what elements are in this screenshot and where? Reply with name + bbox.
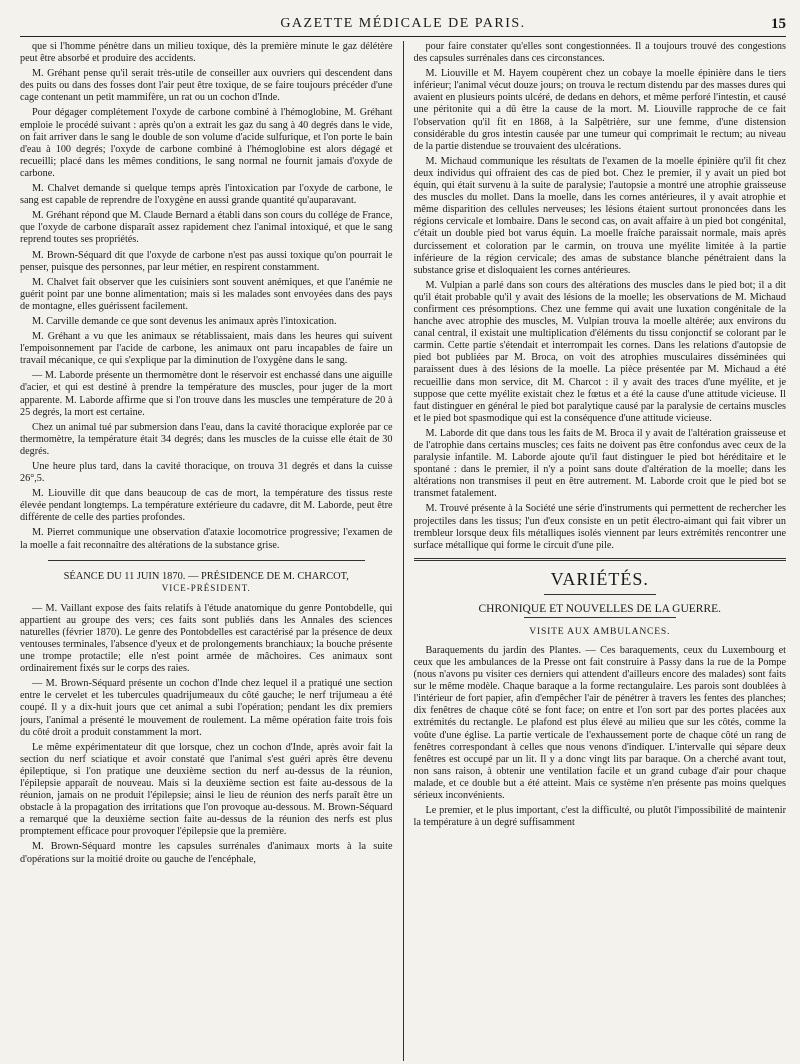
paragraph: pour faire constater qu'elles sont congestionnées. Il a toujours trouvé des congestions des capsules surrénales dans ces circonstances. [413,41,786,65]
section-separator [48,560,365,561]
paragraph: — M. Brown-Séquard présente un cochon d'Inde chez lequel il a pratiqué une section entre le cervelet et les tubercules quadrijumeaux du côté gauche; le nerf trijumeau a été coupé. Il y a dix-huit jours que cet animal a subi l'opération; pendant les dix premiers jours, l'animal a présenté le mouvement de roulement. La même opération faite trois fois du côté droit a produit constamment la mort. [20,678,393,738]
column-rule [403,41,404,1061]
paragraph: Pour dégager complétement l'oxyde de carbone combiné à l'hémoglobine, M. Gréhant emploie le procédé suivant : après qu'on a extrait les gaz du sang à 40 degrés dans le vide, on fait arriver dans le sang le double de son volume d'acide sulfurique, et l'on porte le bain d'eau à 100 degrés; l'oxyde de carbone combiné à l'hémoglobine est alors dégagé et recueilli; placé dans les mêmes conditions, le sang normal ne fournit jamais d'oxyde de carbone. [20,107,393,179]
right-column [414,41,787,1061]
paragraph: M. Laborde dit que dans tous les faits de M. Broca il y avait de l'altération graisseuse et de l'atrophie dans certains muscles; ces faits ne doivent pas être confondus avec ceux de la paralysie infantile. M. Laborde ajoute qu'il faut distinguer le pied bot héréditaire et le spontané : dans le premier, il n'y a point sans doute d'altération de la moelle; dans les altérations non transmises il peut en être autrement. M. Laborde croit que le pied bot se transmet fatalement. [413,427,786,500]
paragraph: Le premier, et le plus important, c'est la difficulté, ou plutôt l'impossibilité de maintenir la température à un degré suffisamment [413,805,786,829]
paragraph: Baraquements du jardin des Plantes. — Ces baraquements, ceux du Luxembourg et ceux que les ambulances de la Presse ont fait construire à Passy dans la rue de la Pompe (nous n'avons pu visiter ces derniers qui attendent d'ailleurs encore des malades) sont faits sur le même modèle. Chaque baraque a la forme rectangulaire. Les parois sont doublées à l'intérieur de fort papier, afin d'empêcher l'air de pénétrer à travers les fentes des planches; dix fenêtres de chaque côté se font face; on entre et l'on sort par des portes placées aux extrémités du rectangle. Le plafond est plus élevé au milieu que sur les côtés, comme la voûte d'une église. La partie verticale de l'exhaussement porte de chaque côté un rang de fenêtres correspondant à celles que nous venons d'indiquer. L'intervalle qui sépare deux fenêtres est occupé par un lit. Il y a donc vingt lits par baraque. On a cherché avant tout, non sans raison, à obtenir une ventilation facile et un grand cubage d'air pour chaque malade, et ce double but a été atteint. Mais ce système n'en présente pas moins quelques sérieux inconvénients. [413,644,786,801]
paragraph: M. Liouville et M. Hayem coupèrent chez un cobaye la moelle épinière dans le tiers inférieur; l'animal vécut douze jours; on trouva le rectum distendu par des masses dures qui avaient en plusieurs points ulcéré, de dedans en dehors, et même perforé l'intestin, et causé une péritonite qui a dû être la cause de la mort. M. Liouville rapproche de ce fait l'observation qu'il fit en 1868, à la Salpêtrière, sur une femme, d'une distension considérable du gros intestin causée par une tumeur qui comprimait le rectum; au niveau de la partie distendue se trouvaient des ulcérations. [413,68,786,152]
paragraph: M. Brown-Séquard montre les capsules surrénales d'animaux morts à la suite d'opérations sur la moitié droite ou gauche de l'encéphale, [20,841,393,865]
chronique-heading: CHRONIQUE ET NOUVELLES DE LA GUERRE. [478,602,722,615]
paragraph: M. Michaud communique les résultats de l'examen de la moelle épinière qu'il fit chez deux individus qui offraient des cas de pied bot. Chez le premier, il y avait un pied bot équin, qui était survenu à la suite de paralysie; l'autopsie a montré une atrophie graisseuse des muscles du mollet. Dans la moelle, dans les cornes antérieures, il y avait atrophie et même disparition des cellules nerveuses; les lésions étaient surtout prononcées dans les régions cervicale et lombaire. Dans le second cas, on avait affaire à un pied bot congénital, c'était un double pied bot varus équin. La moelle fraîche paraissait normale, mais après durcissement et coloration par le carmin, on trouva une myélite limitée à la partie inférieure de la région cervicale; des amas de substance blanche pénétraient dans la substance grise et disloquaient les cornes antérieures. [413,155,786,276]
paragraph: M. Chalvet fait observer que les cuisiniers sont souvent anémiques, et que l'anémie ne guérit point par une bonne alimentation; mais si les malades sont envoyées dans des pays de montagne, elles guérissent facilement. [20,276,393,312]
paragraph: M. Pierret communique une observation d'ataxie locomotrice progressive; l'examen de la moelle a fait reconnaître des altérations de la substance grise. [20,527,393,551]
left-column-text-part1 [20,41,393,552]
varietes-heading: VARIÉTÉS. [550,568,649,589]
paragraph: M. Gréhant a vu que les animaux se rétablissaient, mais dans les heures qui suivent l'empoisonnement par l'acide de carbone, les animaux ont paru incapables de faire un travail mécanique, ce qui s'explique par la diminution de l'oxygène dans le sang. [20,331,393,367]
page-header [20,12,786,37]
paragraph: M. Chalvet demande si quelque temps après l'intoxication par l'oxyde de carbone, le sang est capable de reprendre de l'oxygène en aussi grande quantité qu'auparavant. [20,183,393,207]
paragraph: M. Gréhant pense qu'il serait très-utile de conseiller aux ouvriers qui descendent dans des puits ou dans des fosses dont l'air peut être toxique, de se faire toujours précéder d'une cage contenant un petit mammifère, un rat ou un cochon d'Inde. [20,68,393,104]
seance-title: SÉANCE DU 11 JUIN 1870. — PRÉSIDENCE DE M. CHARCOT, [63,570,349,582]
visite-heading: VISITE AUX AMBULANCES. [529,625,671,637]
left-column-text-part2 [20,603,393,866]
paragraph: — M. Laborde présente un thermomètre dont le réservoir est enchassé dans une aiguille d'acier, et qui est destiné à prendre la température des muscles, pour juger de la mort apparente. M. Laborde affirme que si l'on trouve dans les muscles une température de 20 à 25 degrés, la mort est certaine. [20,370,393,418]
page-number: 15 [771,15,786,32]
chronique-rule [524,617,677,618]
right-column-text [414,41,787,552]
seance-subtitle: VICE-PRÉSIDENT. [161,582,251,593]
paragraph: Le même expérimentateur dit que lorsque, chez un cochon d'Inde, après avoir fait la section du nerf sciatique et avoir constaté que l'animal s'est guéri après être devenu épileptique, si l'on pratique une deuxième section du nerf au-dessus de la réunion, l'épilepsie apparaît de nouveau. Mais si la deuxième section est faite au-dessous de la réunion, jamais on ne produit l'épilepsie; ainsi le lieu de réunion des nerfs paraît être un obstacle à la propagation des irritations que l'on provoque au-dessous. M. Brown-Séquard a remarqué que la deuxième section faite au-dessus de la réunion des nerfs est plus promptement efficace pour provoquer l'épilepsie que la première. [20,741,393,838]
paragraph: M. Liouville dit que dans beaucoup de cas de mort, la température des tissus reste élevée pendant longtemps. La température extérieure du cadavre, dit M. Laborde, peut être différente de celle des parties profondes. [20,488,393,524]
paragraph: Chez un animal tué par submersion dans l'eau, dans la cavité thoracique explorée par ce thermomètre, la température était 34 degrés; dans les muscles de la cuisse elle était de 30 degrés. [20,421,393,457]
double-rule [414,558,787,561]
varietes-rule [544,594,657,595]
left-column [20,41,393,1061]
paragraph: M. Gréhant répond que M. Claude Bernard a établi dans son cours du collége de France, que l'oxyde de carbone disparaît assez rapidement chez l'animal intoxiqué, et que le sang reprend toutes ses propriétés. [20,210,393,246]
varietes-text [414,645,787,829]
paragraph: que si l'homme pénètre dans un milieu toxique, dès la première minute le gaz délétère peut être absorbé et produire des accidents. [20,41,393,65]
paragraph: M. Trouvé présente à la Société une série d'instruments qui permettent de rechercher les projectiles dans les tissus; l'un d'eux consiste en un petit électro-aimant qui fait vibrer un trembleur lorsque deux fils métalliques isolés viennent par leurs extrémités rencontrer une surface métallique qui forme le circuit d'une pile. [413,503,786,551]
paragraph: Une heure plus tard, dans la cavité thoracique, on trouva 31 degrés et dans la cuisse 26°,5. [20,461,393,485]
paragraph: M. Vulpian a parlé dans son cours des altérations des muscles dans le pied bot; il a dit qu'il était probable qu'il y avait des lésions de la moelle; les observations de M. Michaud confirment ces présomptions. Chez une femme qui avait une luxation congénitale de la hanche avec atrophie des muscles, M. Vulpian trouva la moelle altérée; aux environs du canal central, il existait une multiplication d'éléments du tissu conjonctif se colorant par le carmin. Cette partie s'étendait et interrompait les cornes. Dans les relations d'autopsie de pied bot publiées par M. Broca, on voit des atrophies musculaires disséminées qui paraissent dues à des lésions de la moelle. La pièce présentée par M. Michaud a été recueillie dans mon service, dit M. Charcot : il y avait des traces d'une myélite, et je suppose que cette myélite existait chez le fœtus et a été la cause d'une attitude vicieuse. Il faut distinguer en général le pied bot paralytique causé par la paralysie de certains muscles et le pied bot spasmodique qui est la conséquence d'une attitude vicieuse. [413,279,786,424]
paragraph: M. Carville demande ce que sont devenus les animaux après l'intoxication. [32,315,337,327]
running-title: GAZETTE MÉDICALE DE PARIS. [280,16,526,31]
paragraph: — M. Vaillant expose des faits relatifs à l'étude anatomique du genre Pontobdelle, qui appartient au groupe des vers; ces faits sont publiés dans les Annales des sciences naturelles (février 1870). Le genre des Pontobdelles est caractérisé par la présence de deux ventouses terminales, l'absence d'yeux et de prolongements branchiaux; la bouche présente une trompe protactile; elle n'est point armée de mâchoires. Ces animaux sont ordinairement fixés sur le corps des raies. [20,602,393,675]
columns [20,41,786,1061]
paragraph: M. Brown-Séquard dit que l'oxyde de carbone n'est pas aussi toxique qu'on pourrait le penser, puisque des personnes, par leur métier, en respirent constamment. [20,249,393,273]
